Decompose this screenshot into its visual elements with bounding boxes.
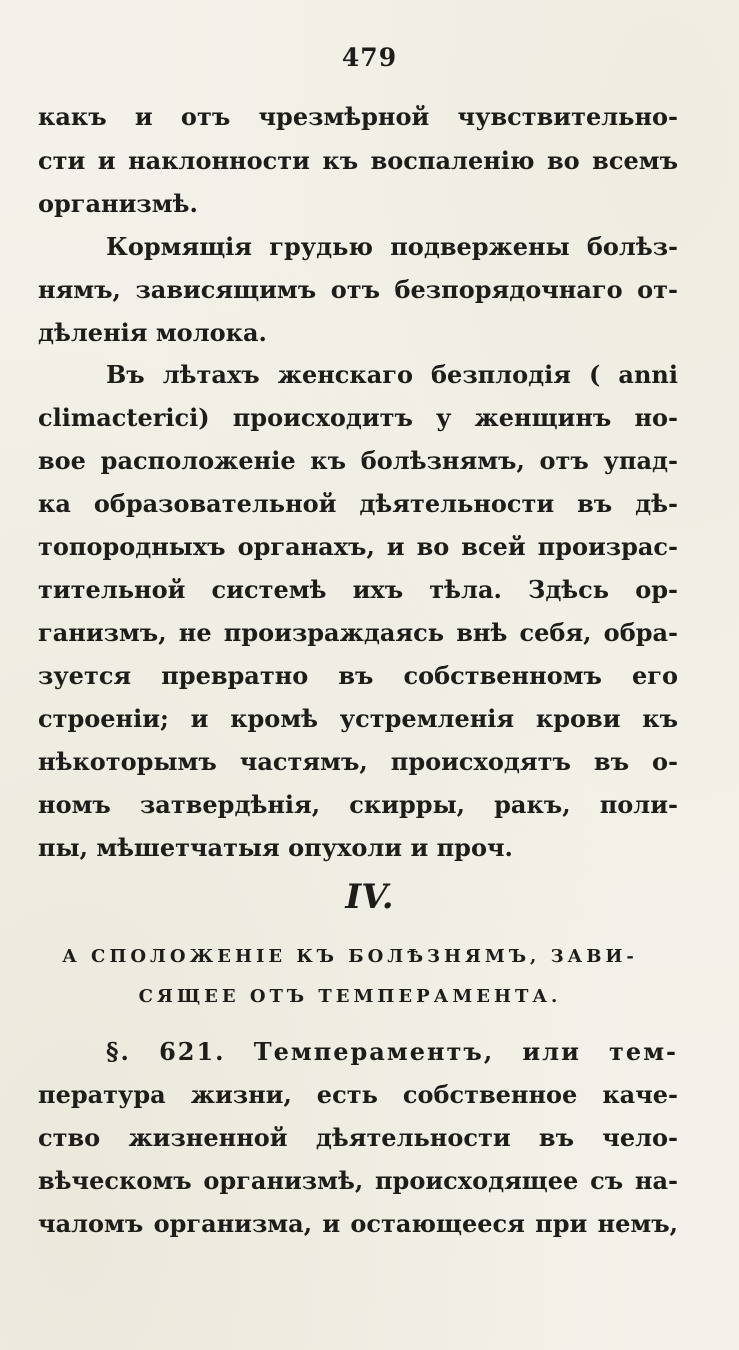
text-line: пература жизни, есть собственное каче- <box>38 1080 678 1109</box>
text-line: дѣленія молока. <box>38 318 267 347</box>
text-line: сти и наклонности къ воспаленію во всемъ <box>38 146 678 175</box>
text-line: Кормящія грудью подвержены болѣз- <box>106 232 678 261</box>
text-line: какъ и отъ чрезмѣрной чувствительно- <box>38 102 678 131</box>
text-line: нямъ, зависящимъ отъ безпорядочнаго от- <box>38 275 678 304</box>
text-line: ка образовательной дѣятельности въ дѣ- <box>38 489 678 518</box>
text-line: строеніи; и кромѣ устремленія крови къ <box>38 704 678 733</box>
text-line: ганизмъ, не произраждаясь внѣ себя, обра- <box>38 618 678 647</box>
section-heading-line: СЯЩЕЕ ОТЪ ТЕМПЕРАМЕНТА. <box>138 986 562 1007</box>
text-line: нѣкоторымъ частямъ, происходятъ въ о- <box>38 747 678 776</box>
section-heading-line: А СПОЛОЖЕНІЕ КЪ БОЛѢЗНЯМЪ, ЗАВИ- <box>62 946 638 967</box>
text-line: ство жизненной дѣятельности въ чело- <box>38 1123 678 1152</box>
text-line: вое расположеніе къ болѣзнямъ, отъ упад- <box>38 446 678 475</box>
page-number: 479 <box>341 43 398 72</box>
section-numeral: IV. <box>345 877 394 917</box>
text-line: тительной системѣ ихъ тѣла. Здѣсь ор- <box>38 575 678 604</box>
text-line: зуется превратно въ собственномъ его <box>38 661 678 690</box>
text-line: номъ затвердѣнія, скирры, ракъ, поли- <box>38 790 678 819</box>
text-line: топородныхъ органахъ, и во всей произрас- <box>38 532 678 561</box>
text-line: вѣческомъ организмѣ, происходящее съ на- <box>38 1166 678 1195</box>
text-line: организмѣ. <box>38 189 198 218</box>
text-line: climacterici) происходитъ у женщинъ но- <box>38 403 678 432</box>
text-line: §. 621. Темпераментъ, или тем- <box>106 1037 678 1066</box>
text-line: чаломъ организма, и остающееся при немъ, <box>38 1209 678 1238</box>
text-line: Въ лѣтахъ женскаго безплодія ( anni <box>106 360 678 389</box>
text-line: пы, мѣшетчатыя опухоли и проч. <box>38 833 513 862</box>
